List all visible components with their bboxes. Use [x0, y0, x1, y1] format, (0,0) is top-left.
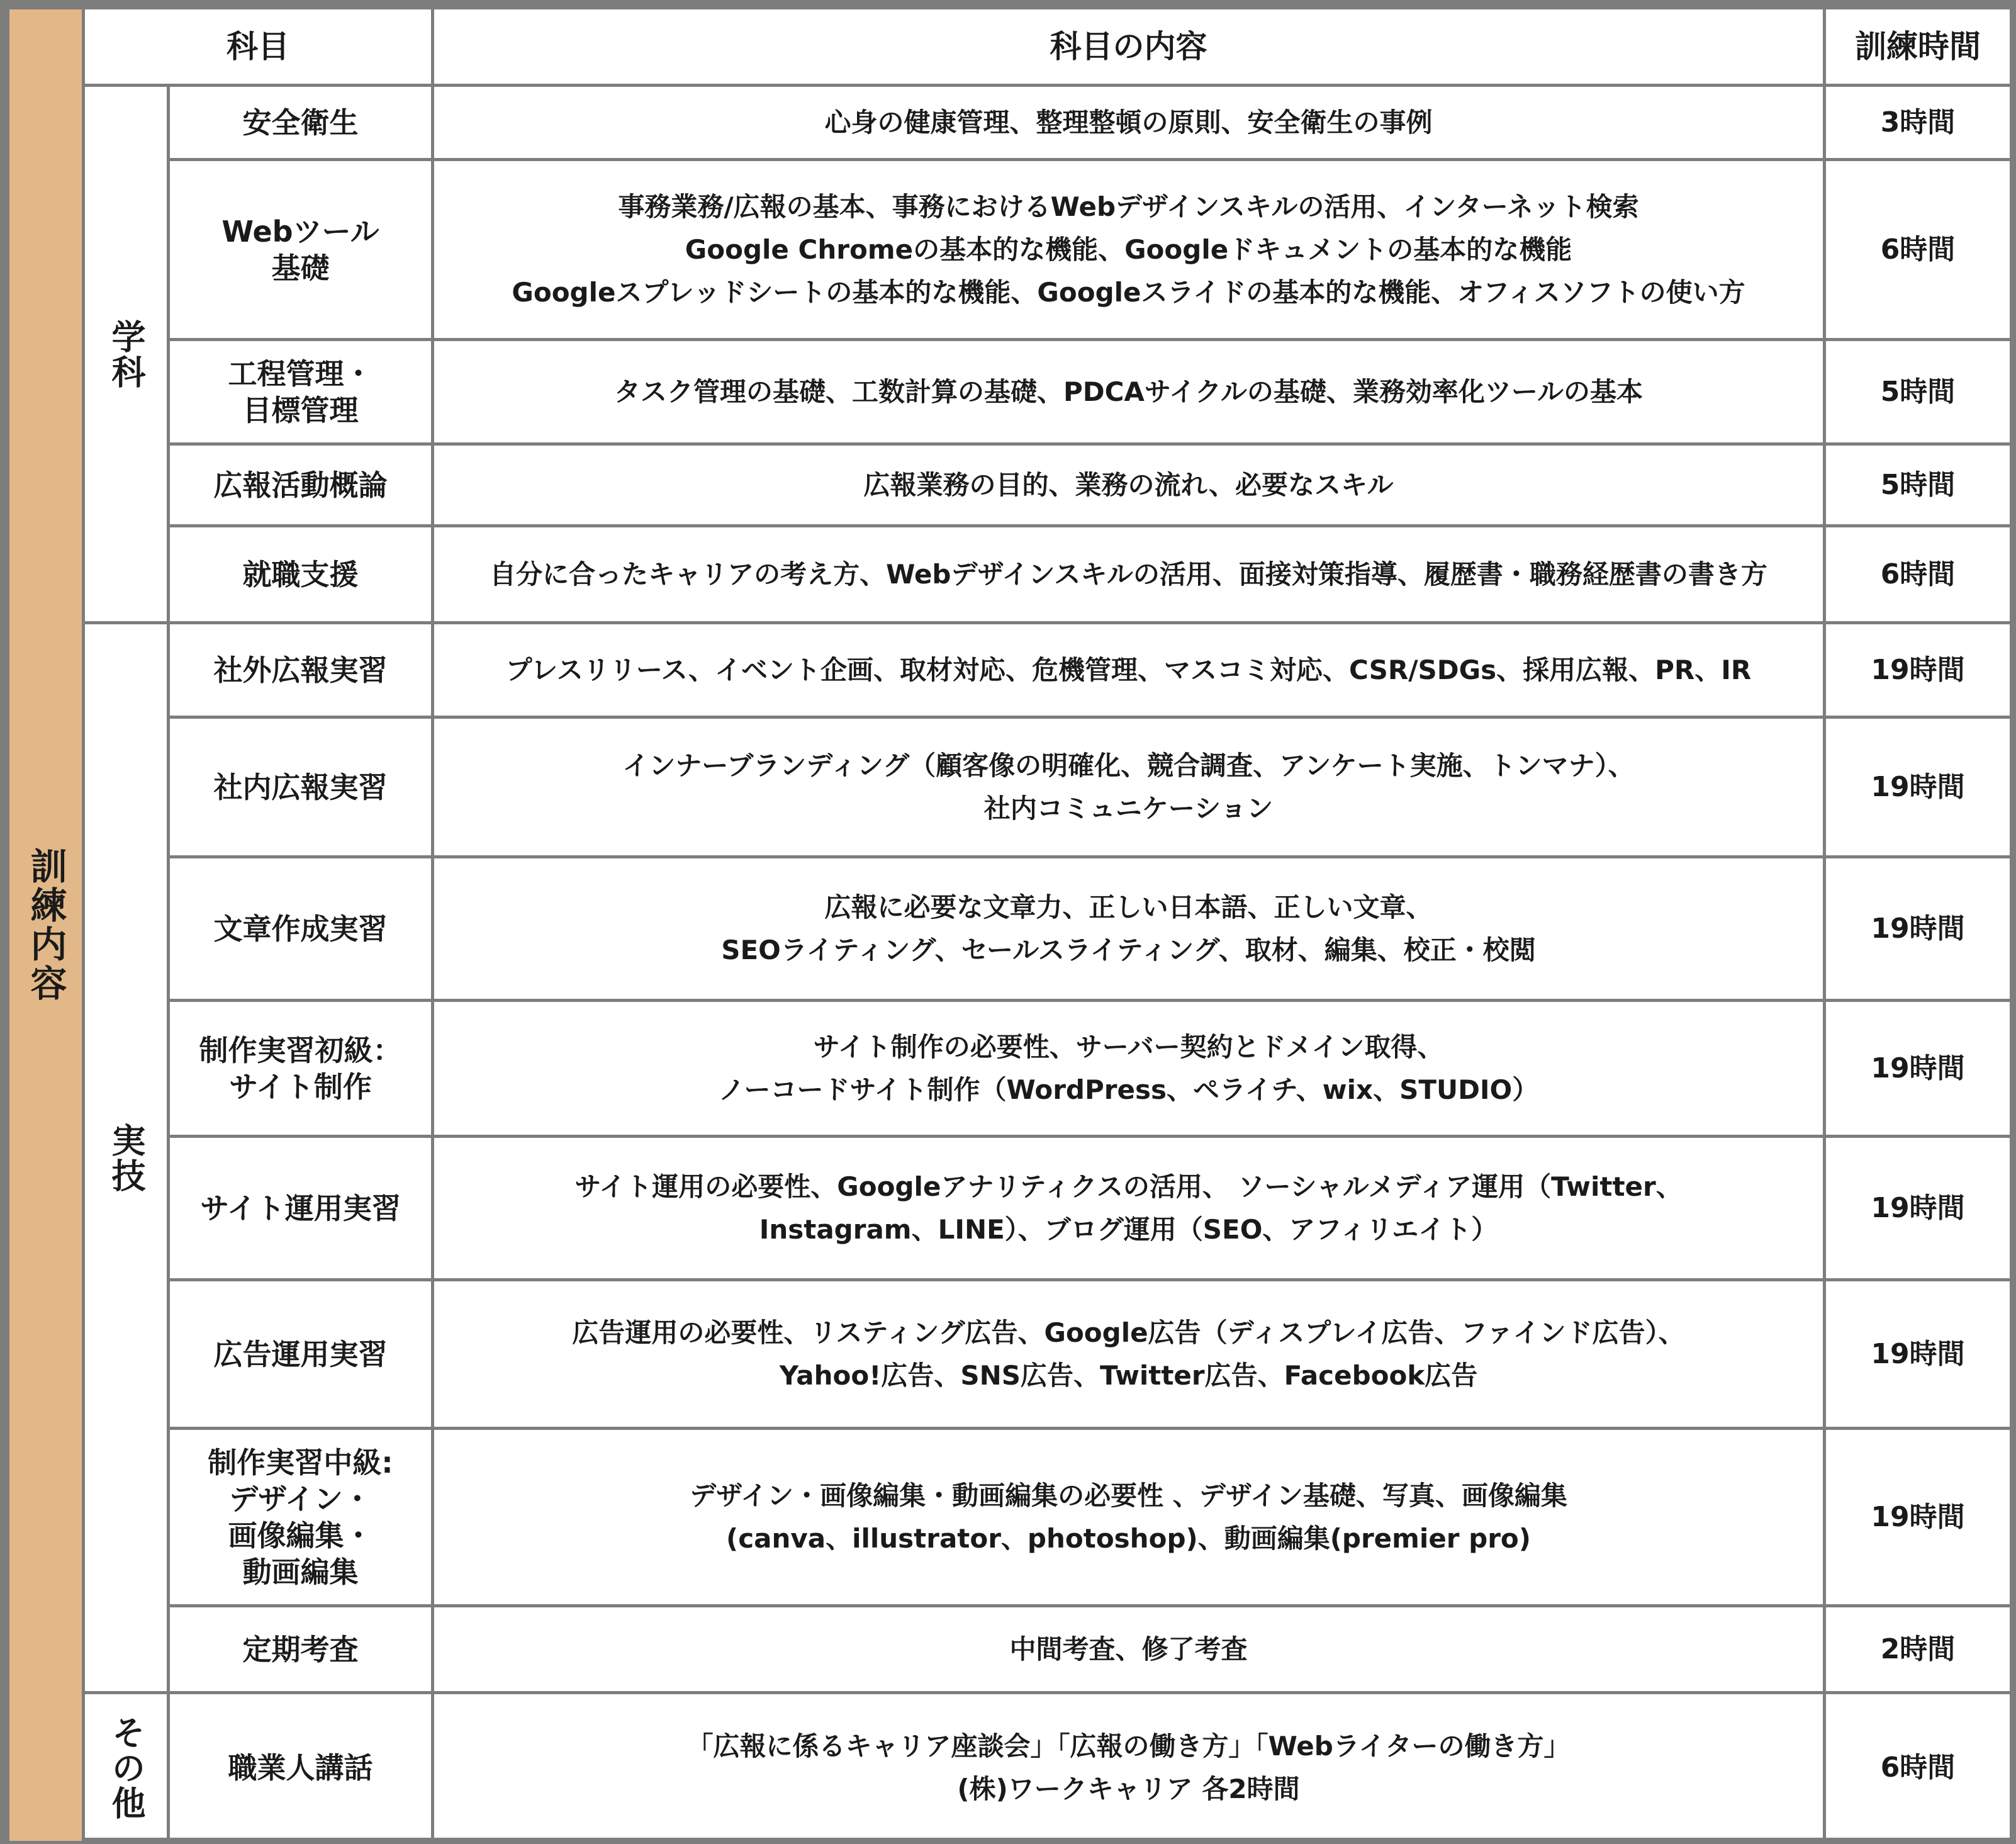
content-line: Google Chromeの基本的な機能、Googleドキュメントの基本的な機能 [685, 233, 1572, 265]
table-row [8, 444, 2012, 526]
content-line: Yahoo!広告、SNS広告、Twitter広告、Facebook広告 [779, 1359, 1478, 1391]
subject-cell [169, 717, 433, 857]
subject-line: Webツール [221, 214, 379, 249]
content-cell [433, 526, 1825, 623]
content-line: (canva、illustrator、photoshop)、動画編集(premier pro) [726, 1522, 1531, 1554]
content-line: インナーブランディング（顧客像の明確化、競合調査、アンケート実施、トンマナ）、 [622, 750, 1635, 781]
table-row [8, 1606, 2012, 1693]
content-cell [433, 160, 1825, 340]
content-line: 広報に必要な文章力、正しい日本語、正しい文章、 [824, 891, 1433, 923]
subject-line: 動画編集 [242, 1554, 359, 1589]
hours-cell: 5時間 [1825, 444, 2012, 526]
content-cell [433, 444, 1825, 526]
table-row [8, 1693, 2012, 1843]
hours-cell: 3時間 [1825, 86, 2012, 160]
content-cell [433, 717, 1825, 857]
content-line: 中間考査、修了考査 [1009, 1633, 1248, 1665]
subject-cell [169, 623, 433, 717]
content-cell [433, 86, 1825, 160]
subject-cell [169, 160, 433, 340]
content-line: (株)ワークキャリア 各2時間 [957, 1773, 1300, 1804]
category-label: 学科 [106, 318, 146, 390]
hours-cell: 19時間 [1825, 1429, 2012, 1606]
hours-cell: 19時間 [1825, 857, 2012, 1001]
hours-cell: 19時間 [1825, 717, 2012, 857]
subject-line: 目標管理 [242, 393, 359, 427]
content-line: 事務業務/広報の基本、事務におけるWebデザインスキルの活用、インターネット検索 [618, 191, 1639, 222]
content-line: 広報業務の目的、業務の流れ、必要なスキル [863, 469, 1394, 500]
content-cell [433, 857, 1825, 1001]
hours-cell: 5時間 [1825, 340, 2012, 444]
subject-cell [169, 857, 433, 1001]
content-line: プレスリリース、イベント企画、取材対応、危機管理、マスコミ対応、CSR/SDGs、採用広報、PR、IR [505, 654, 1752, 685]
subject-line: 社内広報実習 [213, 770, 388, 804]
subject-cell [169, 1137, 433, 1280]
subject-line: 職業人講話 [228, 1750, 373, 1785]
subject-cell [169, 526, 433, 623]
table-row [8, 86, 2012, 160]
category-cell-jitsugi [84, 623, 169, 1693]
subject-line: 制作実習中級: [208, 1445, 393, 1480]
content-cell [433, 1280, 1825, 1429]
table-row [8, 623, 2012, 717]
subject-cell [169, 1429, 433, 1606]
subject-line: 社外広報実習 [213, 653, 388, 687]
subject-line: 基礎 [271, 250, 330, 285]
content-line: デザイン・画像編集・動画編集の必要性 、デザイン基礎、写真、画像編集 [690, 1480, 1567, 1511]
content-line: SEOライティング、セールスライティング、取材、編集、校正・校閲 [721, 934, 1536, 965]
side-label: 訓練内容 [24, 847, 67, 1003]
subject-line: 工程管理・ [228, 356, 373, 391]
content-cell [433, 1606, 1825, 1693]
subject-line: 制作実習初級： [199, 1033, 402, 1067]
table-row [8, 717, 2012, 857]
table-row [8, 857, 2012, 1001]
subject-line: 文章作成実習 [213, 911, 388, 946]
header-hours: 訓練時間 [1825, 8, 2012, 86]
category-cell-gakka [84, 86, 169, 623]
hours-cell: 6時間 [1825, 1693, 2012, 1843]
hours-cell: 2時間 [1825, 1606, 2012, 1693]
hours-cell: 19時間 [1825, 1280, 2012, 1429]
content-line: ノーコードサイト制作（WordPress、ペライチ、wix、STUDIO） [718, 1074, 1539, 1105]
table-row [8, 1280, 2012, 1429]
hours-cell: 19時間 [1825, 1137, 2012, 1280]
subject-line: サイト制作 [229, 1069, 372, 1104]
subject-line: 広告運用実習 [213, 1337, 388, 1371]
subject-cell [169, 340, 433, 444]
subject-cell [169, 1280, 433, 1429]
header-content: 科目の内容 [433, 8, 1825, 86]
content-cell [433, 1137, 1825, 1280]
table-row [8, 1001, 2012, 1137]
subject-line: 安全衛生 [242, 105, 359, 140]
table-row [8, 340, 2012, 444]
subject-cell [169, 1606, 433, 1693]
content-line: サイト運用の必要性、Googleアナリティクスの活用、 ソーシャルメディア運用（Twitter、 [574, 1171, 1683, 1202]
content-line: Instagram、LINE）、ブログ運用（SEO、アフィリエイト） [759, 1213, 1498, 1245]
subject-line: 定期考査 [242, 1632, 359, 1667]
subject-cell [169, 444, 433, 526]
content-line: 社内コミュニケーション [983, 792, 1274, 824]
header-row [8, 8, 2012, 86]
subject-line: 広報活動概論 [213, 468, 388, 502]
category-label: 実技 [106, 1122, 146, 1193]
subject-line: デザイン・ [229, 1481, 372, 1516]
content-cell [433, 1001, 1825, 1137]
category-cell-sonota [84, 1693, 169, 1843]
subject-cell [169, 1693, 433, 1843]
curriculum-table [6, 6, 2013, 1844]
table-row [8, 1137, 2012, 1280]
content-cell [433, 623, 1825, 717]
side-label-cell [8, 8, 84, 1843]
subject-cell [169, 86, 433, 160]
content-cell [433, 1429, 1825, 1606]
hours-cell: 19時間 [1825, 1001, 2012, 1137]
table-row [8, 526, 2012, 623]
table-row [8, 160, 2012, 340]
content-line: タスク管理の基礎、工数計算の基礎、PDCAサイクルの基礎、業務効率化ツールの基本 [613, 376, 1644, 407]
content-line: 自分に合ったキャリアの考え方、Webデザインスキルの活用、面接対策指導、履歴書・職務経歴書の書き方 [490, 558, 1767, 590]
content-cell [433, 340, 1825, 444]
subject-line: 画像編集・ [228, 1518, 373, 1553]
subject-line: サイト運用実習 [200, 1191, 401, 1225]
content-line: 広告運用の必要性、リスティング広告、Google広告（ディスプレイ広告、ファインド広告）、 [572, 1317, 1685, 1348]
category-label: その他 [106, 1714, 146, 1821]
subject-line: 就職支援 [242, 557, 359, 592]
hours-cell: 6時間 [1825, 160, 2012, 340]
content-line: サイト制作の必要性、サーバー契約とドメイン取得、 [813, 1031, 1444, 1062]
content-line: 心身の健康管理、整理整頓の原則、安全衛生の事例 [824, 106, 1433, 138]
content-cell [433, 1693, 1825, 1843]
content-line: 「広報に係るキャリア座談会」「広報の働き方」「Webライターの働き方」 [686, 1730, 1571, 1762]
hours-cell: 6時間 [1825, 526, 2012, 623]
hours-cell: 19時間 [1825, 623, 2012, 717]
content-line: Googleスプレッドシートの基本的な機能、Googleスライドの基本的な機能、オフィスソフトの使い方 [512, 276, 1745, 308]
subject-cell [169, 1001, 433, 1137]
table-row [8, 1429, 2012, 1606]
header-subject: 科目 [84, 8, 433, 86]
